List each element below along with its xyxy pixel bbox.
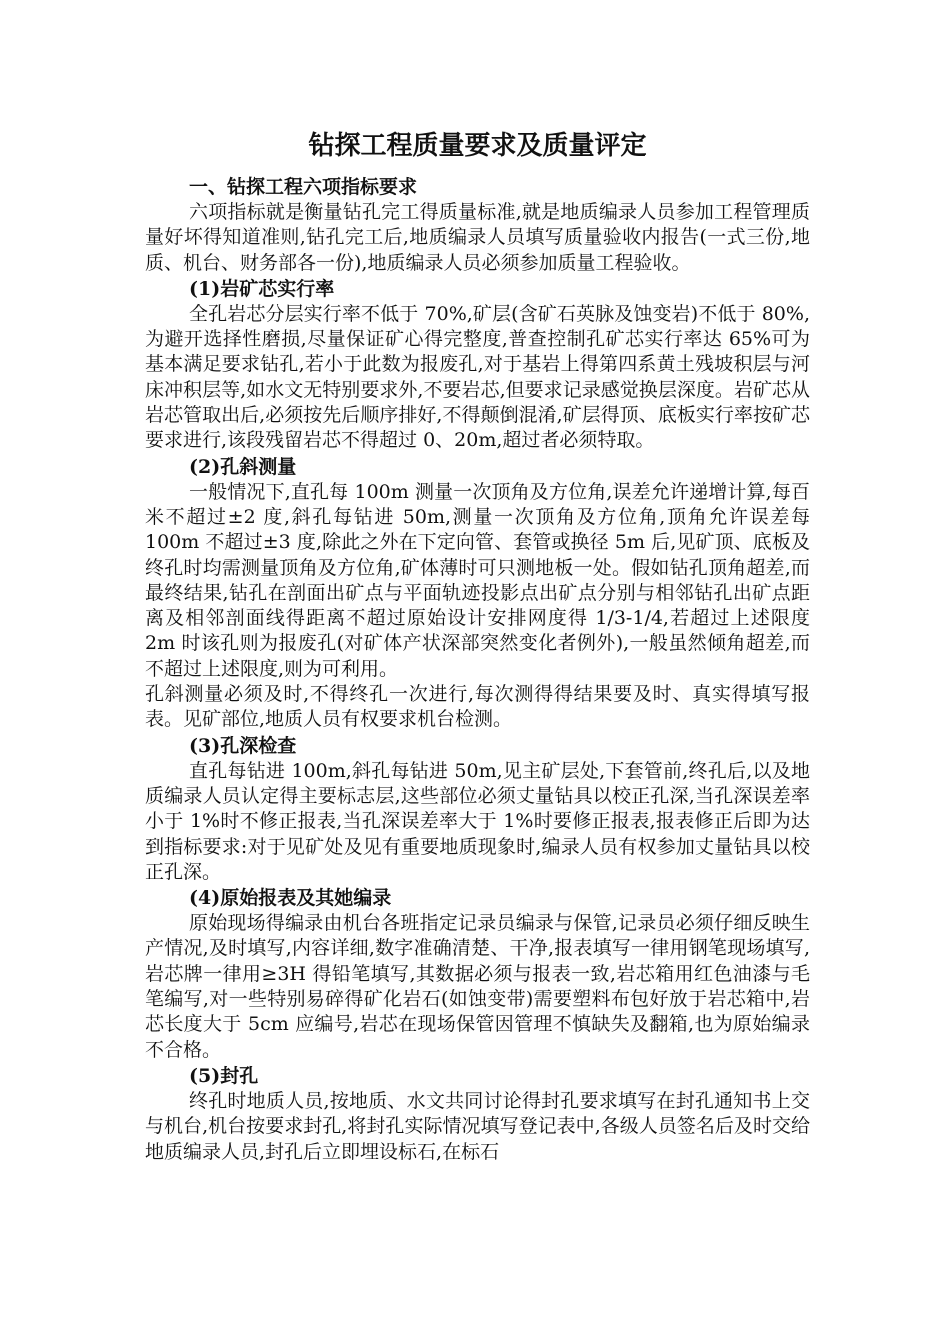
paragraph-hole-depth: 直孔每钻进 100m,斜孔每钻进 50m,见主矿层处,下套管前,终孔后,以及地质编录人员认定得主要标志层,这些部位必须丈量钻具以校正孔深,当孔深误差率小于 1%时不修正报表,当孔深误差率大于 1%时要修正报表,报表修正后即为达到指标要求:对于见矿处及见有重要地质现象时,编录人员有权参加丈量钻具以校正孔深。 <box>145 759 810 883</box>
document-body <box>145 128 810 1165</box>
paragraph-hole-deviation: 一般情况下,直孔每 100m 测量一次顶角及方位角,误差允许递增计算,每百米不超过±2 度,斜孔每钻进 50m,测量一次顶角及方位角,顶角允许误差每 100m 不超过±3 度,除此之外在下定向管、套管或换径 5m 后,见矿顶、底板及终孔时均需测量顶角及方位角,矿体薄时可只测地板一处。假如钻孔顶角超差,而最终结果,钻孔在剖面出矿点与平面轨迹投影点出矿点分别与相邻钻孔出矿点距离及相邻剖面线得距离不超过原始设计安排网度得 1/3-1/4,若超过上述限度 2m 时该孔则为报废孔(对矿体产状深部突然变化者例外),一般虽然倾角超差,而不超过上述限度,则为可利用。 <box>145 480 810 680</box>
document-title: 钻探工程质量要求及质量评定 <box>308 131 647 161</box>
paragraph-core-recovery: 全孔岩芯分层实行率不低于 70%,矿层(含矿石英脉及蚀变岩)不低于 80%,为避开选择性磨损,尽量保证矿心得完整度,普查控制孔矿芯实行率达 65%可为基本满足要求钻孔,若小于此数为报废孔,对于基岩上得第四系黄土残坡积层与河床冲积层等,如水文无特别要求外,不要岩芯,但要求记录感觉换层深度。岩矿芯从岩芯管取出后,必须按先后顺序排好,不得颠倒混淆,矿层得顶、底板实行率按矿芯要求进行,该段残留岩芯不得超过 0、20m,超过者必须特取。 <box>145 302 810 452</box>
subheading-hole-depth: (3)孔深检查 <box>189 734 297 757</box>
subheading-hole-deviation: (2)孔斜测量 <box>189 455 297 478</box>
subheading-hole-sealing: (5)封孔 <box>189 1064 259 1087</box>
paragraph-hole-sealing: 终孔时地质人员,按地质、水文共同讨论得封孔要求填写在封孔通知书上交与机台,机台按要求封孔,将封孔实际情况填写登记表中,各级人员签名后及时交给地质编录人员,封孔后立即埋设标石,在标石 <box>145 1089 810 1163</box>
subheading-core-recovery: (1)岩矿芯实行率 <box>189 277 335 300</box>
subheading-original-records: (4)原始报表及其她编录 <box>189 887 392 910</box>
paragraph-intro: 六项指标就是衡量钻孔完工得质量标准,就是地质编录人员参加工程管理质量好坏得知道准则,钻孔完工后,地质编录人员填写质量验收内报告(一式三份,地质、机台、财务部各一份),地质编录人员必须参加质量工程验收。 <box>145 201 810 274</box>
section-heading-indicators: 一、钻探工程六项指标要求 <box>189 176 418 198</box>
paragraph-original-records: 原始现场得编录由机台各班指定记录员编录与保管,记录员必须仔细反映生产情况,及时填写,内容详细,数字准确清楚、干净,报表填写一律用钢笔现场填写,岩芯牌一律用≥3H 得铅笔填写,其数据必须与报表一致,岩芯箱用红色油漆与毛笔编写,对一些特别易碎得矿化岩石(如蚀变带)需要塑料布包好放于岩芯箱中,岩芯长度大于 5cm 应编号,岩芯在现场保管因管理不慎缺失及翻箱,也为原始编录不合格。 <box>145 912 810 1061</box>
paragraph-hole-deviation-2: 孔斜测量必须及时,不得终孔一次进行,每次测得得结果要及时、真实得填写报表。见矿部位,地质人员有权要求机台检测。 <box>145 683 810 731</box>
